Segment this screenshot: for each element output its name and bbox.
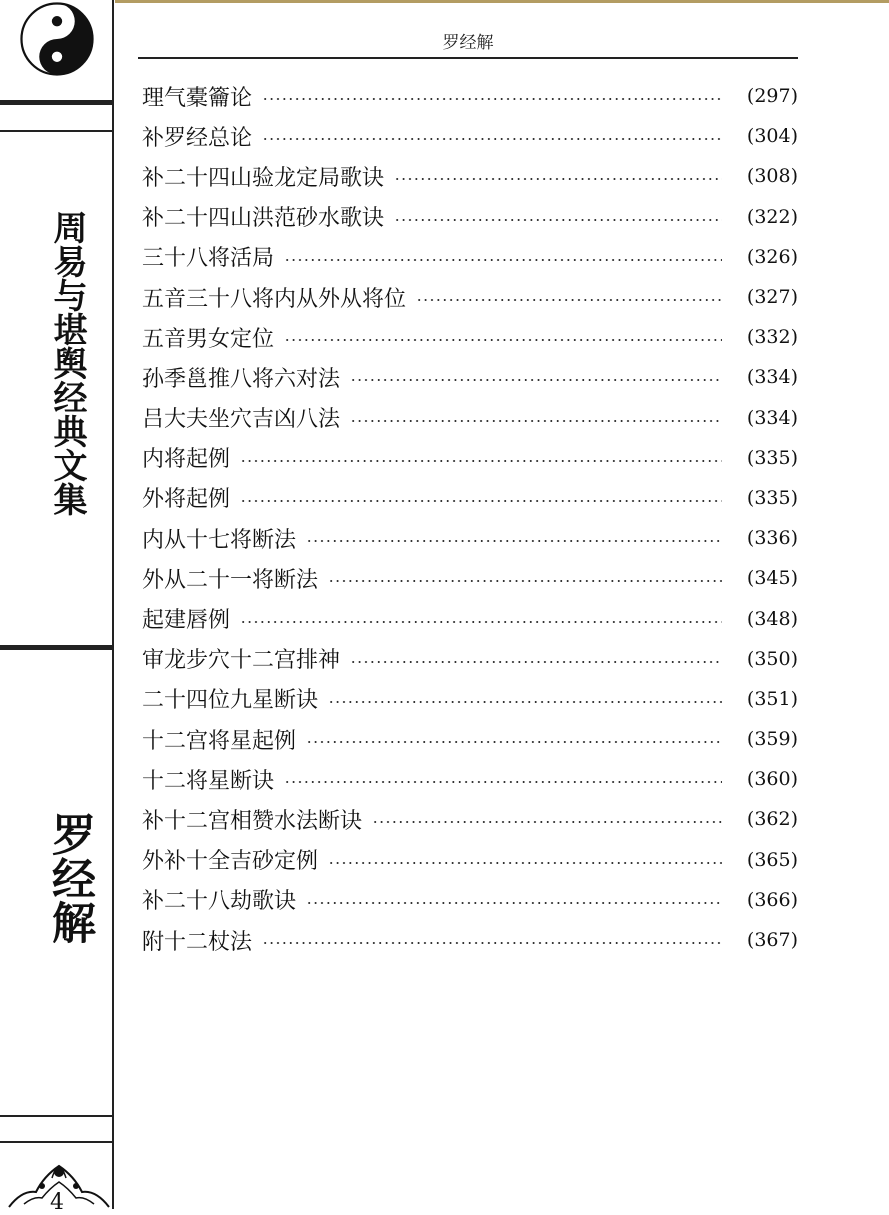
toc-entry-title: 理气橐籥论 xyxy=(142,85,253,111)
toc-entry-title: 审龙步穴十二宫排神 xyxy=(142,648,341,674)
toc-entry[interactable] xyxy=(142,598,798,638)
toc-entry-page: (359) xyxy=(746,728,798,751)
toc-entry[interactable] xyxy=(142,76,798,116)
toc-entry-title: 孙季邕推八将六对法 xyxy=(142,366,341,392)
toc-entry[interactable] xyxy=(142,357,798,397)
toc-entry-page: (362) xyxy=(746,808,798,831)
toc-entry-title: 三十八将活局 xyxy=(142,246,275,272)
dot-leader xyxy=(240,500,722,502)
toc-entry-title: 补二十八劫歌诀 xyxy=(142,889,297,915)
toc-entry[interactable] xyxy=(142,237,798,277)
toc-entry[interactable] xyxy=(142,518,798,558)
toc-entry-page: (322) xyxy=(746,205,798,228)
toc-entry-title: 外从二十一将断法 xyxy=(142,567,319,593)
header-rule xyxy=(138,57,798,59)
toc-entry-title: 附十二杖法 xyxy=(142,929,253,955)
page-number: 4 xyxy=(50,1190,64,1215)
toc-entry[interactable] xyxy=(142,679,798,719)
toc-entry-title: 十二宫将星起例 xyxy=(142,728,297,754)
toc-entry[interactable] xyxy=(142,840,798,880)
toc-entry-title: 五音男女定位 xyxy=(142,326,275,352)
toc-entry-page: (326) xyxy=(746,245,798,268)
toc-entry-title: 补二十四山洪范砂水歌诀 xyxy=(142,206,385,232)
spine-rule xyxy=(0,130,113,132)
toc-entry-title: 外将起例 xyxy=(142,487,231,513)
table-of-contents xyxy=(142,76,798,960)
spine-rule xyxy=(0,645,113,650)
toc-entry-page: (304) xyxy=(746,125,798,148)
toc-entry-title: 外补十全吉砂定例 xyxy=(142,849,319,875)
toc-entry-page: (335) xyxy=(746,486,798,509)
toc-entry[interactable] xyxy=(142,639,798,679)
toc-entry-page: (351) xyxy=(746,687,798,710)
toc-entry[interactable] xyxy=(142,478,798,518)
dot-leader xyxy=(284,339,722,341)
spine-divider xyxy=(112,0,114,1209)
toc-entry-title: 二十四位九星断诀 xyxy=(142,688,319,714)
toc-entry[interactable] xyxy=(142,759,798,799)
toc-entry[interactable] xyxy=(142,880,798,920)
toc-entry[interactable] xyxy=(142,719,798,759)
dot-leader xyxy=(416,299,722,301)
toc-entry-page: (345) xyxy=(746,567,798,590)
toc-entry-page: (367) xyxy=(746,929,798,952)
book-spine xyxy=(0,0,115,1215)
toc-entry-page: (360) xyxy=(746,768,798,791)
dot-leader xyxy=(394,178,722,180)
toc-entry[interactable] xyxy=(142,116,798,156)
toc-entry-page: (348) xyxy=(746,607,798,630)
toc-entry-page: (366) xyxy=(746,888,798,911)
toc-entry-page: (334) xyxy=(746,406,798,429)
toc-entry-page: (308) xyxy=(746,165,798,188)
toc-entry-page: (297) xyxy=(746,85,798,108)
toc-entry-page: (332) xyxy=(746,326,798,349)
dot-leader xyxy=(350,661,722,663)
spine-rule xyxy=(0,100,113,105)
dot-leader xyxy=(306,741,722,743)
toc-entry[interactable] xyxy=(142,558,798,598)
toc-entry-title: 起建唇例 xyxy=(142,608,231,634)
toc-entry[interactable] xyxy=(142,920,798,960)
dot-leader xyxy=(262,942,722,944)
toc-entry-page: (335) xyxy=(746,446,798,469)
dot-leader xyxy=(394,219,722,221)
dot-leader xyxy=(240,460,722,462)
dot-leader xyxy=(262,98,722,100)
yin-yang-icon xyxy=(20,2,94,76)
book-title: 罗经解 xyxy=(44,812,95,944)
toc-entry[interactable] xyxy=(142,799,798,839)
toc-entry-page: (365) xyxy=(746,848,798,871)
toc-entry-title: 补十二宫相赞水法断诀 xyxy=(142,808,363,834)
dot-leader xyxy=(306,902,722,904)
toc-entry-page: (327) xyxy=(746,286,798,309)
spine-rule xyxy=(0,1115,113,1117)
spine-rule xyxy=(0,1141,113,1143)
toc-entry-title: 内将起例 xyxy=(142,447,231,473)
dot-leader xyxy=(350,420,722,422)
running-header: 罗经解 xyxy=(442,33,494,53)
dot-leader xyxy=(328,862,722,864)
dot-leader xyxy=(240,621,722,623)
toc-entry[interactable] xyxy=(142,317,798,357)
toc-entry[interactable] xyxy=(142,197,798,237)
dot-leader xyxy=(350,379,722,381)
toc-entry-page: (334) xyxy=(746,366,798,389)
dot-leader xyxy=(372,821,722,823)
toc-entry[interactable] xyxy=(142,156,798,196)
series-title: 周易与堪舆经典文集 xyxy=(47,210,87,516)
toc-entry-title: 内从十七将断法 xyxy=(142,527,297,553)
toc-entry[interactable] xyxy=(142,277,798,317)
dot-leader xyxy=(328,580,722,582)
toc-entry[interactable] xyxy=(142,398,798,438)
toc-entry[interactable] xyxy=(142,438,798,478)
dot-leader xyxy=(306,540,722,542)
toc-entry-title: 吕大夫坐穴吉凶八法 xyxy=(142,407,341,433)
toc-entry-page: (336) xyxy=(746,527,798,550)
toc-entry-page: (350) xyxy=(746,647,798,670)
toc-entry-title: 补二十四山验龙定局歌诀 xyxy=(142,165,385,191)
dot-leader xyxy=(328,701,722,703)
toc-entry-title: 补罗经总论 xyxy=(142,125,253,151)
toc-entry-title: 十二将星断诀 xyxy=(142,768,275,794)
dot-leader xyxy=(262,138,722,140)
dot-leader xyxy=(284,781,722,783)
toc-entry-title: 五音三十八将内从外从将位 xyxy=(142,286,407,312)
page-top-edge xyxy=(0,0,889,3)
dot-leader xyxy=(284,259,722,261)
